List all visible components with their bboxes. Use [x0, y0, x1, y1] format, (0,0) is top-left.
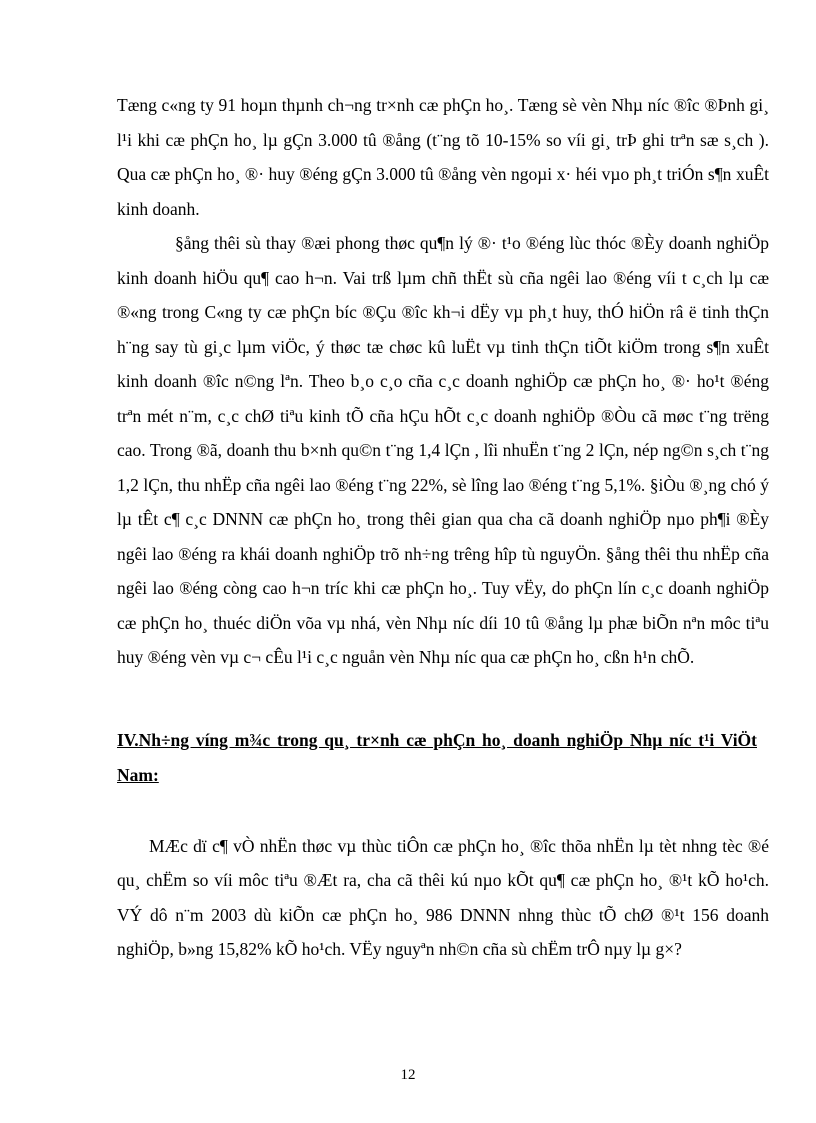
- body-paragraph-1: Tæng c«ng ty 91 hoµn thµnh ch¬ng tr×nh cæ phÇn ho¸. Tæng sè vèn Nhµ níc ®îc ®Þnh gi¸ l¹i khi cæ phÇn ho¸ lµ gÇn 3.000 tû ®ång (t¨ng tõ 10-15% so víi gi¸ trÞ ghi trªn sæ s¸ch ). Qua cæ phÇn ho¸ ®· huy ®éng gÇn 3.000 tû ®ång vèn ngoµi x· héi vµo ph¸t triÓn s¶n xuÊt kinh doanh.: [117, 95, 769, 219]
- document-page: [117, 88, 769, 967]
- body-paragraph-2: §ång thêi sù thay ®æi phong thøc qu¶n lý ®· t¹o ®éng lùc thóc ®Èy doanh nghiÖp kinh doanh hiÖu qu¶ cao h¬n. Vai trß lµm chñ thËt sù cña ngêi lao ®éng víi t c¸ch lµ cæ ®«ng trong C«ng ty cæ phÇn bíc ®Çu ®îc kh¬i dËy vµ ph¸t huy, thÓ hiÖn râ ë tinh thÇn h¨ng say tù gi¸c lµm viÖc, ý thøc tæ chøc kû luËt vµ tinh thÇn tiÕt kiÖm trong s¶n xuÊt kinh doanh ®îc n©ng lªn. Theo b¸o c¸o cña c¸c doanh nghiÖp cæ phÇn ho¸ ®· ho¹t ®éng trªn mét n¨m, c¸c chØ tiªu kinh tÕ cña hÇu hÕt c¸c doanh nghiÖp ®Òu cã møc t¨ng trëng cao. Trong ®ã, doanh thu b×nh qu©n t¨ng 1,4 lÇn , lîi nhuËn t¨ng 2 lÇn, nép ng©n s¸ch t¨ng 1,2 lÇn, thu nhËp cña ngêi lao ®éng t¨ng 22%, sè lîng lao ®éng t¨ng 5,1%. §iÒu ®¸ng chó ý lµ tÊt c¶ c¸c DNNN cæ phÇn ho¸ trong thêi gian qua cha cã doanh nghiÖp nµo ph¶i ®Èy ngêi lao ®éng ra khái doanh nghiÖp trõ nh÷ng trêng hîp tù nguyÖn. §ång thêi thu nhËp cña ngêi lao ®éng còng cao h¬n tríc khi cæ phÇn ho¸. Tuy vËy, do phÇn lín c¸c doanh nghiÖp cæ phÇn ho¸ thuéc diÖn võa vµ nhá, vèn Nhµ níc díi 10 tû ®ång lµ phæ biÕn nªn môc tiªu huy ®éng vèn vµ c¬ cÊu l¹i c¸c nguån vèn Nhµ níc qua cæ phÇn ho¸ cßn h¹n chÕ.: [117, 233, 769, 667]
- page-number: 12: [400, 1067, 416, 1083]
- body-paragraph-3: MÆc dï c¶ vÒ nhËn thøc vµ thùc tiÔn cæ phÇn ho¸ ®îc thõa nhËn lµ tèt nhng tèc ®é qu¸ chËm so víi môc tiªu ®Æt ra, cha cã thêi kú nµo kÕt qu¶ cæ phÇn ho¸ ®¹t kÕ ho¹ch. VÝ dô n¨m 2003 dù kiÕn cæ phÇn ho¸ 986 DNNN nhng thùc tÕ chØ ®¹t 156 doanh nghiÖp, b»ng 15,82% kÕ ho¹ch. VËy nguyªn nh©n cña sù chËm trÔ nµy lµ g×?: [117, 835, 769, 959]
- section-heading: IV.Nh÷ng víng m¾c trong qu¸ tr×nh cæ phÇn ho¸ doanh nghiÖp Nhµ níc t¹i ViÖt Nam:: [117, 729, 757, 785]
